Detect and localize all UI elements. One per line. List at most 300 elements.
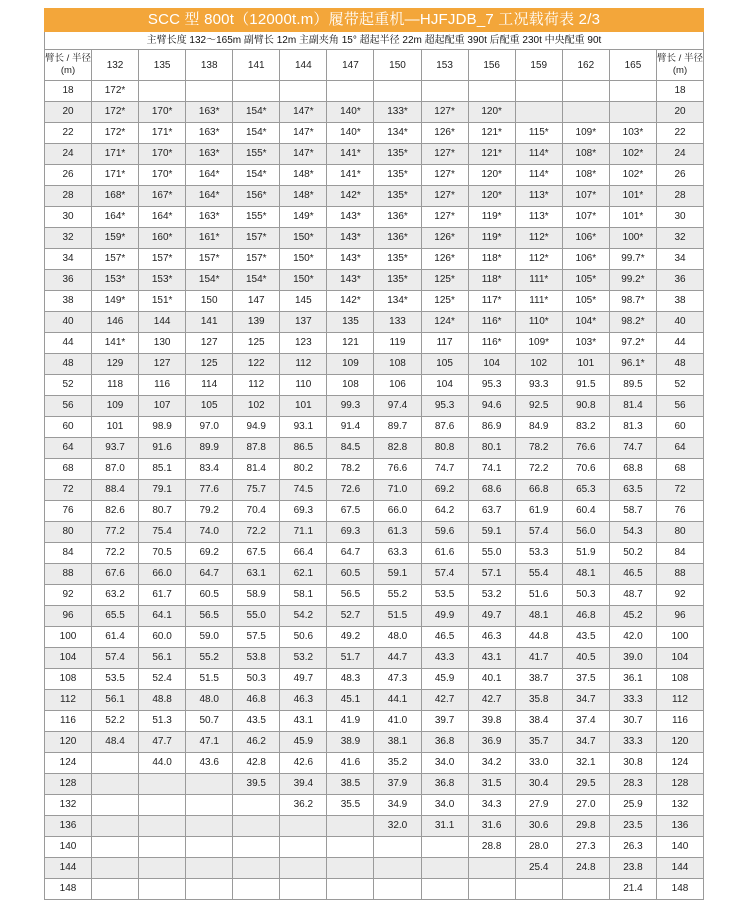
radius-label-left: 88 xyxy=(45,564,92,585)
table-row xyxy=(45,480,704,501)
radius-label-left: 76 xyxy=(45,501,92,522)
table-row xyxy=(45,522,704,543)
load-cell: 145 xyxy=(280,291,327,312)
load-cell: 121* xyxy=(468,144,515,165)
load-cell: 171* xyxy=(92,165,139,186)
load-cell: 110 xyxy=(280,375,327,396)
load-cell: 53.2 xyxy=(280,648,327,669)
radius-label-right: 108 xyxy=(657,669,704,690)
load-cell: 64.7 xyxy=(186,564,233,585)
load-cell: 163* xyxy=(186,144,233,165)
load-cell: 101* xyxy=(609,186,656,207)
radius-label-right: 72 xyxy=(657,480,704,501)
load-cell: 39.5 xyxy=(233,774,280,795)
load-cell: 141* xyxy=(327,144,374,165)
load-cell: 80.8 xyxy=(421,438,468,459)
load-cell: 97.2* xyxy=(609,333,656,354)
load-cell xyxy=(186,774,233,795)
load-cell: 108* xyxy=(562,165,609,186)
radius-label-right: 112 xyxy=(657,690,704,711)
load-cell: 67.6 xyxy=(92,564,139,585)
load-cell: 135* xyxy=(374,270,421,291)
load-cell: 163* xyxy=(186,123,233,144)
table-row xyxy=(45,396,704,417)
load-cell: 49.7 xyxy=(468,606,515,627)
load-cell xyxy=(374,858,421,879)
load-cell xyxy=(515,81,562,102)
load-cell xyxy=(139,837,186,858)
load-cell: 99.2* xyxy=(609,270,656,291)
load-cell: 55.0 xyxy=(468,543,515,564)
load-cell: 141 xyxy=(186,312,233,333)
table-row xyxy=(45,816,704,837)
load-cell: 50.6 xyxy=(280,627,327,648)
load-cell: 67.5 xyxy=(327,501,374,522)
load-cell: 50.2 xyxy=(609,543,656,564)
column-header-141: 141 xyxy=(233,50,280,81)
load-cell: 161* xyxy=(186,228,233,249)
load-cell: 23.8 xyxy=(609,858,656,879)
load-cell: 46.5 xyxy=(609,564,656,585)
table-row xyxy=(45,501,704,522)
load-cell: 108* xyxy=(562,144,609,165)
load-cell: 87.6 xyxy=(421,417,468,438)
load-cell: 44.7 xyxy=(374,648,421,669)
load-cell xyxy=(233,837,280,858)
radius-label-left: 68 xyxy=(45,459,92,480)
load-cell: 170* xyxy=(139,102,186,123)
radius-label-right: 28 xyxy=(657,186,704,207)
load-cell: 32.0 xyxy=(374,816,421,837)
load-cell xyxy=(92,753,139,774)
load-cell: 36.8 xyxy=(421,732,468,753)
load-cell: 157* xyxy=(233,228,280,249)
load-cell xyxy=(327,816,374,837)
load-cell: 66.4 xyxy=(280,543,327,564)
table-row xyxy=(45,270,704,291)
load-cell: 106 xyxy=(374,375,421,396)
radius-label-right: 92 xyxy=(657,585,704,606)
load-cell xyxy=(421,837,468,858)
load-cell: 60.4 xyxy=(562,501,609,522)
table-row xyxy=(45,144,704,165)
radius-label-right: 56 xyxy=(657,396,704,417)
load-cell: 133 xyxy=(374,312,421,333)
load-cell: 60.0 xyxy=(139,627,186,648)
corner-left-unit: (m) xyxy=(60,65,76,76)
load-cell: 61.6 xyxy=(421,543,468,564)
load-cell: 142* xyxy=(327,186,374,207)
load-cell: 154* xyxy=(233,270,280,291)
radius-label-right: 80 xyxy=(657,522,704,543)
table-row xyxy=(45,627,704,648)
load-cell: 38.9 xyxy=(327,732,374,753)
load-cell: 34.2 xyxy=(468,753,515,774)
radius-label-left: 28 xyxy=(45,186,92,207)
load-cell: 66.0 xyxy=(139,564,186,585)
load-cell: 164* xyxy=(186,165,233,186)
load-cell: 84.9 xyxy=(515,417,562,438)
load-cell: 135* xyxy=(374,144,421,165)
radius-label-left: 72 xyxy=(45,480,92,501)
table-row xyxy=(45,459,704,480)
load-cell: 45.9 xyxy=(421,669,468,690)
load-cell: 57.5 xyxy=(233,627,280,648)
load-cell: 45.1 xyxy=(327,690,374,711)
load-cell: 52.4 xyxy=(139,669,186,690)
load-cell: 47.1 xyxy=(186,732,233,753)
load-cell: 53.5 xyxy=(92,669,139,690)
load-cell xyxy=(280,879,327,900)
load-cell: 68.8 xyxy=(609,459,656,480)
load-cell: 99.3 xyxy=(327,396,374,417)
load-cell: 74.7 xyxy=(421,459,468,480)
load-cell: 40.5 xyxy=(562,648,609,669)
load-cell: 59.6 xyxy=(421,522,468,543)
load-cell: 48.4 xyxy=(92,732,139,753)
load-cell: 171* xyxy=(92,144,139,165)
load-cell: 37.9 xyxy=(374,774,421,795)
load-cell: 143* xyxy=(327,249,374,270)
load-cell: 77.6 xyxy=(186,480,233,501)
load-cell: 172* xyxy=(92,102,139,123)
load-cell: 36.2 xyxy=(280,795,327,816)
load-cell: 38.5 xyxy=(327,774,374,795)
radius-label-left: 112 xyxy=(45,690,92,711)
load-cell: 93.7 xyxy=(92,438,139,459)
load-cell: 54.3 xyxy=(609,522,656,543)
radius-label-left: 124 xyxy=(45,753,92,774)
load-cell: 37.4 xyxy=(562,711,609,732)
load-cell: 125 xyxy=(233,333,280,354)
load-cell xyxy=(280,816,327,837)
load-cell: 58.9 xyxy=(233,585,280,606)
load-cell: 127* xyxy=(421,102,468,123)
load-cell: 155* xyxy=(233,144,280,165)
radius-label-right: 64 xyxy=(657,438,704,459)
load-cell: 115* xyxy=(515,123,562,144)
radius-label-right: 84 xyxy=(657,543,704,564)
load-cell: 32.1 xyxy=(562,753,609,774)
radius-label-right: 116 xyxy=(657,711,704,732)
load-cell: 140* xyxy=(327,102,374,123)
load-cell: 63.1 xyxy=(233,564,280,585)
load-cell: 57.4 xyxy=(92,648,139,669)
load-cell: 120* xyxy=(468,165,515,186)
load-cell: 58.1 xyxy=(280,585,327,606)
load-cell: 135* xyxy=(374,165,421,186)
load-cell: 159* xyxy=(92,228,139,249)
load-cell: 33.3 xyxy=(609,732,656,753)
load-cell xyxy=(92,879,139,900)
load-cell: 135* xyxy=(374,186,421,207)
load-cell: 39.8 xyxy=(468,711,515,732)
load-cell: 46.2 xyxy=(233,732,280,753)
table-row xyxy=(45,102,704,123)
radius-label-right: 60 xyxy=(657,417,704,438)
radius-label-right: 22 xyxy=(657,123,704,144)
load-cell: 64.7 xyxy=(327,543,374,564)
load-cell xyxy=(92,837,139,858)
load-cell: 39.7 xyxy=(421,711,468,732)
load-cell xyxy=(186,81,233,102)
radius-label-left: 36 xyxy=(45,270,92,291)
load-cell xyxy=(562,879,609,900)
load-cell: 87.0 xyxy=(92,459,139,480)
load-cell: 76.6 xyxy=(374,459,421,480)
column-header-162: 162 xyxy=(562,50,609,81)
load-cell: 97.4 xyxy=(374,396,421,417)
load-cell: 125* xyxy=(421,270,468,291)
load-cell: 41.0 xyxy=(374,711,421,732)
load-cell: 108 xyxy=(327,375,374,396)
load-cell: 36.9 xyxy=(468,732,515,753)
load-cell: 47.7 xyxy=(139,732,186,753)
load-cell: 153* xyxy=(92,270,139,291)
load-cell: 64.1 xyxy=(139,606,186,627)
load-cell: 42.0 xyxy=(609,627,656,648)
load-cell: 69.2 xyxy=(186,543,233,564)
corner-right-label: 臂长 / 半径 xyxy=(657,53,703,64)
load-cell xyxy=(468,858,515,879)
load-cell: 48.1 xyxy=(515,606,562,627)
table-row xyxy=(45,564,704,585)
radius-label-left: 96 xyxy=(45,606,92,627)
load-cell xyxy=(327,858,374,879)
radius-label-right: 144 xyxy=(657,858,704,879)
load-cell: 157* xyxy=(233,249,280,270)
load-cell: 116* xyxy=(468,333,515,354)
load-cell: 79.1 xyxy=(139,480,186,501)
radius-label-left: 136 xyxy=(45,816,92,837)
load-cell: 69.2 xyxy=(421,480,468,501)
radius-label-left: 26 xyxy=(45,165,92,186)
radius-label-left: 34 xyxy=(45,249,92,270)
load-cell: 34.3 xyxy=(468,795,515,816)
load-cell: 90.8 xyxy=(562,396,609,417)
load-cell: 154* xyxy=(186,270,233,291)
load-cell: 35.2 xyxy=(374,753,421,774)
load-cell: 52.2 xyxy=(92,711,139,732)
load-cell: 29.8 xyxy=(562,816,609,837)
load-cell: 38.7 xyxy=(515,669,562,690)
load-cell: 43.3 xyxy=(421,648,468,669)
table-header-row xyxy=(45,50,704,81)
load-cell: 49.2 xyxy=(327,627,374,648)
load-cell: 83.2 xyxy=(562,417,609,438)
load-cell: 80.1 xyxy=(468,438,515,459)
load-cell: 56.0 xyxy=(562,522,609,543)
load-cell: 102* xyxy=(609,165,656,186)
load-cell: 129 xyxy=(92,354,139,375)
radius-label-left: 32 xyxy=(45,228,92,249)
load-cell: 28.8 xyxy=(468,837,515,858)
load-cell xyxy=(562,102,609,123)
load-cell: 136* xyxy=(374,207,421,228)
load-cell: 39.0 xyxy=(609,648,656,669)
table-row xyxy=(45,837,704,858)
load-cell: 91.6 xyxy=(139,438,186,459)
corner-left-header xyxy=(45,50,92,81)
load-cell: 136* xyxy=(374,228,421,249)
load-cell: 65.5 xyxy=(92,606,139,627)
load-cell: 105* xyxy=(562,291,609,312)
radius-label-right: 124 xyxy=(657,753,704,774)
load-cell: 101 xyxy=(562,354,609,375)
load-cell: 51.9 xyxy=(562,543,609,564)
radius-label-right: 52 xyxy=(657,375,704,396)
load-cell: 118* xyxy=(468,270,515,291)
load-cell: 41.6 xyxy=(327,753,374,774)
load-cell: 25.4 xyxy=(515,858,562,879)
load-cell: 69.3 xyxy=(280,501,327,522)
load-cell: 31.5 xyxy=(468,774,515,795)
load-cell xyxy=(186,795,233,816)
load-cell: 60.5 xyxy=(327,564,374,585)
load-cell: 55.0 xyxy=(233,606,280,627)
load-cell: 51.7 xyxy=(327,648,374,669)
load-cell: 43.1 xyxy=(468,648,515,669)
load-cell: 62.1 xyxy=(280,564,327,585)
load-cell: 89.7 xyxy=(374,417,421,438)
load-cell: 82.6 xyxy=(92,501,139,522)
load-cell: 144 xyxy=(139,312,186,333)
load-cell: 164* xyxy=(92,207,139,228)
load-cell: 41.7 xyxy=(515,648,562,669)
load-cell: 75.4 xyxy=(139,522,186,543)
load-cell: 72.2 xyxy=(92,543,139,564)
load-cell: 143* xyxy=(327,270,374,291)
load-cell: 154* xyxy=(233,102,280,123)
table-row xyxy=(45,690,704,711)
load-cell: 44.0 xyxy=(139,753,186,774)
load-cell: 61.4 xyxy=(92,627,139,648)
load-cell xyxy=(186,837,233,858)
load-cell xyxy=(515,102,562,123)
load-cell: 63.5 xyxy=(609,480,656,501)
load-cell xyxy=(139,879,186,900)
load-cell xyxy=(233,879,280,900)
load-cell: 35.8 xyxy=(515,690,562,711)
load-cell: 101* xyxy=(609,207,656,228)
load-cell: 127 xyxy=(139,354,186,375)
load-cell: 55.2 xyxy=(186,648,233,669)
load-cell: 170* xyxy=(139,165,186,186)
table-row xyxy=(45,753,704,774)
load-cell: 25.9 xyxy=(609,795,656,816)
load-cell: 155* xyxy=(233,207,280,228)
radius-label-right: 40 xyxy=(657,312,704,333)
load-cell: 50.3 xyxy=(562,585,609,606)
load-cell: 120* xyxy=(468,186,515,207)
table-row xyxy=(45,228,704,249)
column-header-165: 165 xyxy=(609,50,656,81)
load-cell: 42.7 xyxy=(468,690,515,711)
load-cell: 50.7 xyxy=(186,711,233,732)
load-cell: 105* xyxy=(562,270,609,291)
load-cell: 148* xyxy=(280,165,327,186)
corner-left-label: 臂长 / 半径 xyxy=(45,53,91,64)
load-cell: 51.5 xyxy=(186,669,233,690)
load-cell: 127* xyxy=(421,165,468,186)
load-cell xyxy=(327,837,374,858)
load-cell: 66.8 xyxy=(515,480,562,501)
load-cell: 125* xyxy=(421,291,468,312)
load-cell: 41.9 xyxy=(327,711,374,732)
load-cell: 121 xyxy=(327,333,374,354)
load-cell: 170* xyxy=(139,144,186,165)
load-cell xyxy=(468,879,515,900)
load-cell: 48.8 xyxy=(139,690,186,711)
load-cell: 107* xyxy=(562,186,609,207)
load-cell: 126* xyxy=(421,228,468,249)
table-title: SCC 型 800t（12000t.m）履带起重机—HJFJDB_7 工况载荷表 2/3 xyxy=(44,8,704,32)
load-cell: 56.5 xyxy=(327,585,374,606)
load-cell: 74.7 xyxy=(609,438,656,459)
load-cell: 23.5 xyxy=(609,816,656,837)
load-cell: 93.1 xyxy=(280,417,327,438)
load-cell: 63.7 xyxy=(468,501,515,522)
load-cell: 107* xyxy=(562,207,609,228)
load-cell: 56.1 xyxy=(92,690,139,711)
load-cell: 79.2 xyxy=(186,501,233,522)
load-cell: 86.9 xyxy=(468,417,515,438)
load-cell: 120* xyxy=(468,102,515,123)
load-cell: 88.4 xyxy=(92,480,139,501)
radius-label-left: 92 xyxy=(45,585,92,606)
table-row xyxy=(45,81,704,102)
load-cell: 78.2 xyxy=(327,459,374,480)
load-cell: 44.1 xyxy=(374,690,421,711)
load-cell: 109 xyxy=(92,396,139,417)
load-cell: 102 xyxy=(515,354,562,375)
load-cell: 163* xyxy=(186,102,233,123)
load-cell xyxy=(186,879,233,900)
table-row xyxy=(45,291,704,312)
load-cell: 139 xyxy=(233,312,280,333)
load-cell: 137 xyxy=(280,312,327,333)
table-body xyxy=(45,81,704,900)
radius-label-right: 30 xyxy=(657,207,704,228)
radius-label-right: 20 xyxy=(657,102,704,123)
load-cell: 103* xyxy=(609,123,656,144)
radius-label-left: 52 xyxy=(45,375,92,396)
load-cell xyxy=(233,795,280,816)
load-cell: 156* xyxy=(233,186,280,207)
load-cell: 72.6 xyxy=(327,480,374,501)
load-cell xyxy=(421,858,468,879)
load-cell: 58.7 xyxy=(609,501,656,522)
load-cell: 77.2 xyxy=(92,522,139,543)
load-cell xyxy=(280,858,327,879)
load-cell: 105 xyxy=(421,354,468,375)
load-cell: 124* xyxy=(421,312,468,333)
load-cell: 33.0 xyxy=(515,753,562,774)
load-cell: 28.0 xyxy=(515,837,562,858)
load-cell: 119* xyxy=(468,228,515,249)
radius-label-left: 100 xyxy=(45,627,92,648)
table-subtitle: 主臂长度 132～165m 副臂长 12m 主副夹角 15° 超起半径 22m 超起配重 390t 后配重 230t 中央配重 90t xyxy=(44,32,704,49)
load-cell: 164* xyxy=(139,207,186,228)
load-cell: 167* xyxy=(139,186,186,207)
load-table xyxy=(44,49,704,900)
load-cell: 104* xyxy=(562,312,609,333)
load-cell: 42.6 xyxy=(280,753,327,774)
radius-label-right: 132 xyxy=(657,795,704,816)
load-cell: 53.3 xyxy=(515,543,562,564)
load-cell: 59.1 xyxy=(468,522,515,543)
load-cell: 67.5 xyxy=(233,543,280,564)
